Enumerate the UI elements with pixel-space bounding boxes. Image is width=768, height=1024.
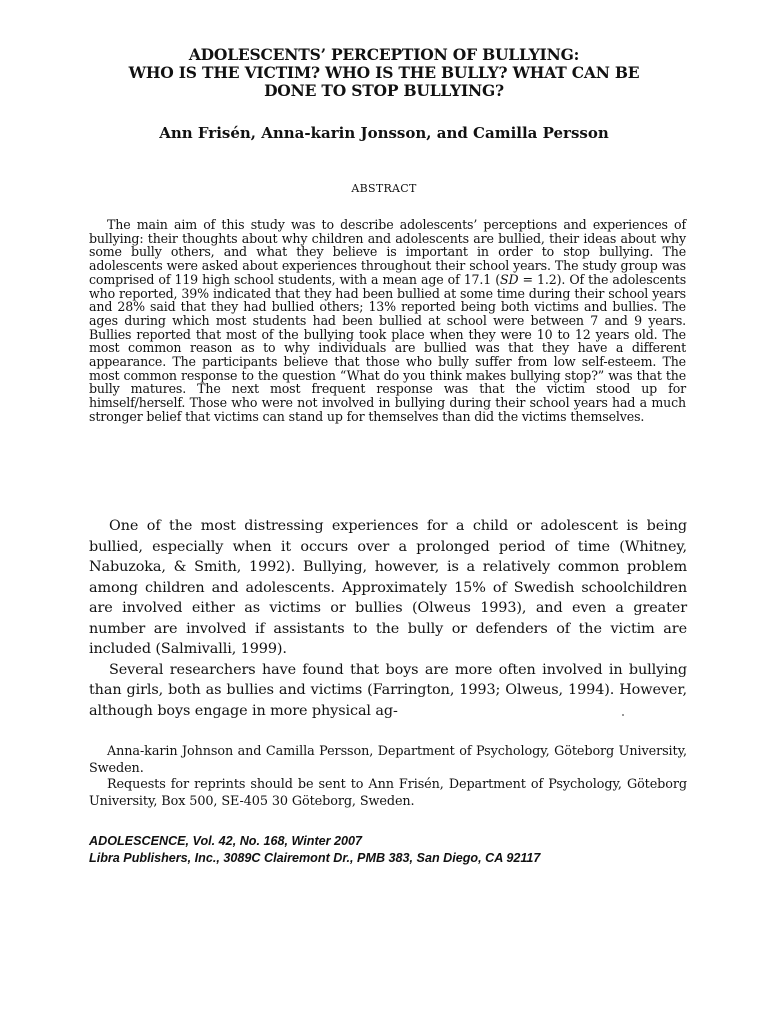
footnote-affiliation: Anna-karin Johnson and Camilla Persson, Department of Psychology, Göteborg University, Sweden.	[89, 744, 687, 776]
sd-symbol: SD	[500, 271, 519, 287]
body-paragraph-1: One of the most distressing experiences for a child or adolescent is being bullied, especially when it occurs over a prolonged period of time (Whitney, Nabuzoka, & Smith, 1992). Bullying, however, is a relatively common problem among children and adolescents. Approximately 15% of Swedish schoolchildren are involved either as victims or bullies (Olweus 1993), and even a greater number are involved if assistants to the bully or defenders of the victim are included (Salmivalli, 1999).	[89, 518, 687, 657]
author-list: Ann Frisén, Anna-karin Jonsson, and Camilla Persson	[159, 124, 609, 142]
abstract-text-part-1: The main aim of this study was to describe adolescents’ perceptions and experiences of bullying: their thoughts about why children and adolescents are bullied, their ideas about why some bully others, and what they believe is important in order to stop bullying. The adolescents were asked about experiences throughout their school years. The study group was comprised of 119 high school students, with a mean age of 17.1 (	[89, 217, 686, 287]
abstract-heading: ABSTRACT	[351, 182, 417, 195]
title-line-2: WHO IS THE VICTIM? WHO IS THE BULLY? WHAT CAN BE	[128, 63, 640, 82]
paper-title	[80, 46, 688, 100]
journal-publisher: Libra Publishers, Inc., 3089C Clairemont Dr., PMB 383, San Diego, CA 92117	[89, 851, 541, 865]
title-line-1: ADOLESCENTS’ PERCEPTION OF BULLYING:	[188, 45, 580, 64]
footnote-reprints: Requests for reprints should be sent to Ann Frisén, Department of Psychology, Göteborg University, Box 500, SE-405 30 Göteborg, Sweden.	[89, 777, 687, 809]
abstract-text	[89, 218, 686, 424]
body-paragraph-2: Several researchers have found that boys are more often involved in bullying than girls, both as bullies and victims (Farrington, 1993; Olweus, 1994). However, although boys engage in more physical ag-	[89, 661, 687, 719]
footnotes	[89, 744, 687, 810]
body-text	[89, 516, 687, 721]
title-line-3: DONE TO STOP BULLYING?	[264, 81, 504, 100]
scan-speck	[622, 714, 624, 716]
journal-info	[89, 833, 709, 867]
journal-citation: ADOLESCENCE, Vol. 42, No. 168, Winter 2007	[89, 834, 363, 848]
abstract-text-part-2: = 1.2). Of the adolescents who reported, 39% indicated that they had been bullied at some time during their school years and 28% said that they had bullied others; 13% reported being both victims and bullies. The ages during which most students had been bullied at school were between 7 and 9 years. Bullies reported that most of the bullying took place when they were 10 to 12 years old. The most common reason as to why individuals are bullied was that they have a different appearance. The participants believe that those who bully suffer from low self-esteem. The most common response to the question “What do you think makes bullying stop?” was that the bully matures. The next most frequent response was that the victim stood up for himself/herself. Those who were not involved in bullying during their school years had a much stronger belief that victims can stand up for themselves than did the victims themselves.	[89, 271, 687, 424]
